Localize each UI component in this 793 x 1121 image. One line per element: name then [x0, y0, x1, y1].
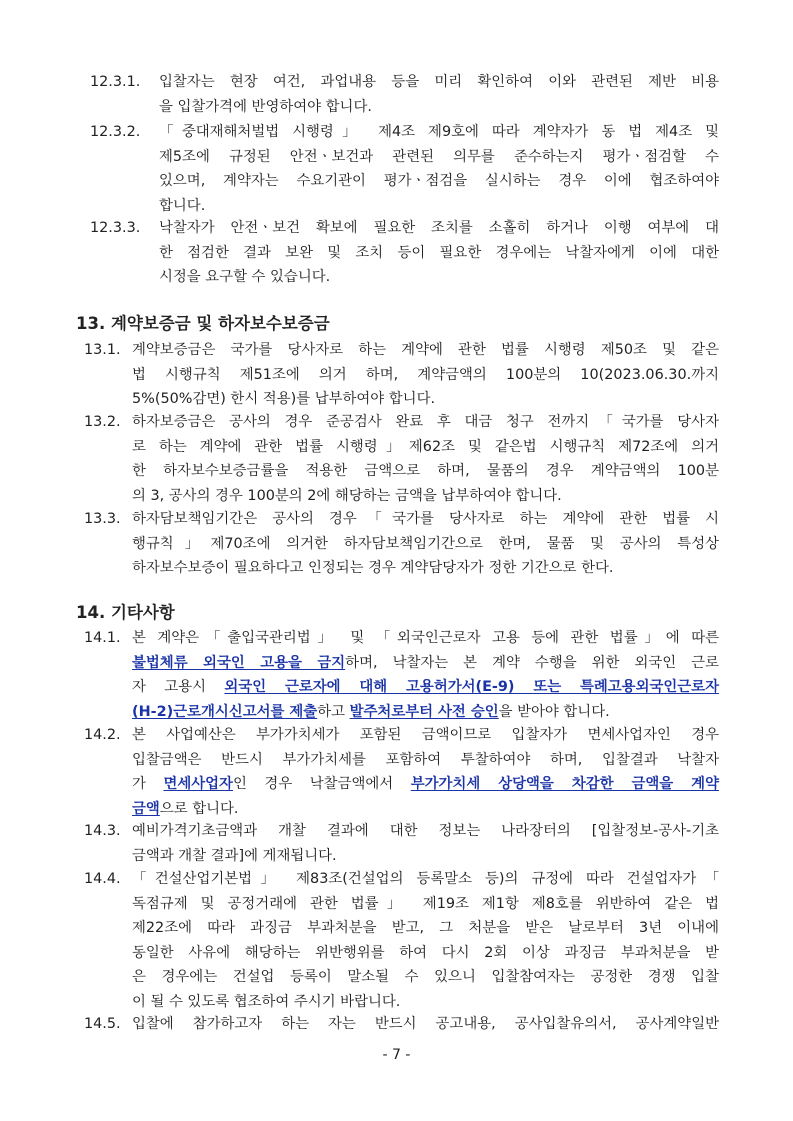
paragraph	[159, 216, 719, 290]
item-number: 14.4.	[84, 871, 121, 887]
emphasis-text: (H-2)근로개시신고서를 제출	[132, 703, 318, 720]
item-number: 13.2.	[84, 414, 121, 430]
text-line: 이 될 수 있도록 협조하여 주시기 바랍니다.	[132, 993, 401, 1010]
text-line: 행규칙」제70조에 의거한 하자담보책임기간으로 한며, 물품 및 공사의 특성상	[132, 535, 719, 552]
text-line: 금액으로 합니다.	[132, 800, 239, 817]
text-line: (H-2)근로개시신고서를 제출하고 발주처로부터 사전 승인을 받아야 합니다.	[132, 703, 610, 720]
text-line: 있으며, 계약자는 수요기관이 평가ㆍ점검을 실시하는 경우 이에 협조하여야	[159, 173, 719, 190]
emphasis-text: 면세사업자	[163, 776, 233, 793]
item-number: 12.3.3.	[90, 220, 141, 236]
section-heading: 14. 기타사항	[76, 603, 175, 622]
text-line: 제5조에 규정된 안전ㆍ보건과 관련된 의무를 준수하는지 평가ㆍ점검할 수	[159, 148, 719, 165]
text-line: 로 하는 계약에 관한 법률 시행령」제62조 및 같은법 시행규칙 제72조에 의거	[132, 438, 719, 455]
text-line: 예비가격기초금액과 개찰 결과에 대한 정보는 나라장터의 [입찰정보-공사-기초	[132, 823, 719, 839]
text-line: 가 면세사업자인 경우 낙찰금액에서 부가가치세 상당액을 차감한 금액을 계약	[132, 776, 719, 793]
item-number: 13.1.	[84, 342, 121, 358]
text-line: 한 하자보수보증금률을 적용한 금액으로 하며, 물품의 경우 계약금액의 100분	[132, 463, 719, 480]
text-line: 5%(50%감면) 한시 적용)를 납부하여야 합니다.	[132, 391, 436, 408]
paragraph	[159, 70, 719, 119]
text-line: 의 3, 공사의 경우 100분의 2에 해당하는 금액을 납부하여야 합니다.	[132, 487, 562, 504]
text-line: 제22조에 따라 과징금 부과처분을 받고, 그 처분을 받은 날로부터 3년 이내에	[132, 920, 719, 937]
emphasis-text: 발주처로부터 사전 승인	[349, 703, 499, 720]
text-line: 「건설산업기본법」 제83조(건설업의 등록말소 등)의 규정에 따라 건설업자가「	[132, 871, 719, 887]
text-line: 시정을 요구할 수 있습니다.	[159, 269, 331, 286]
text-line: 을 입찰가격에 반영하여야 합니다.	[159, 98, 372, 115]
text-line: 자 고용시 외국인 근로자에 대해 고용허가서(E-9) 또는 특례고용외국인근로자	[132, 679, 719, 696]
emphasis-text: 외국인 근로자에 대해 고용허가서(E-9) 또는 특례고용외국인근로자	[224, 679, 719, 696]
text-line: 본 사업예산은 부가가치세가 포함된 금액이므로 입찰자가 면세사업자인 경우	[132, 727, 719, 743]
paragraph	[132, 867, 719, 1015]
text-line: 「중대재해처벌법 시행령」 제4조 제9호에 따라 계약자가 동 법 제4조 및	[159, 124, 719, 140]
text-line: 은 경우에는 건설업 등록이 말소될 수 있으니 입찰참여자는 공정한 경쟁 입찰	[132, 969, 719, 986]
text-line: 한 점검한 결과 보완 및 조치 등이 필요한 경우에는 낙찰자에게 이에 대한	[159, 244, 719, 261]
item-number: 14.2.	[84, 727, 121, 743]
text-line: 계약보증금은 국가를 당사자로 하는 계약에 관한 법률 시행령 제50조 및 같은	[132, 342, 719, 358]
item-number: 14.5.	[84, 1016, 121, 1032]
paragraph	[132, 410, 719, 508]
page-number: - 7 -	[382, 1047, 411, 1063]
text-line: 본 계약은「출입국관리법」 및 「외국인근로자 고용 등에 관한 법률」에 따른	[132, 630, 719, 646]
text-line: 금액과 개찰 결과]에 게재됩니다.	[132, 847, 337, 864]
item-number: 14.1.	[84, 630, 121, 646]
item-number: 14.3.	[84, 823, 121, 839]
text-line: 독점규제 및 공정거래에 관한 법률」 제19조 제1항 제8호를 위반하여 같은 법	[132, 895, 719, 912]
paragraph	[132, 1012, 719, 1037]
text-line: 하자담보책임기간은 공사의 경우「국가를 당사자로 하는 계약에 관한 법률 시	[132, 511, 719, 527]
paragraph	[132, 338, 719, 412]
section-heading: 13. 계약보증금 및 하자보수보증금	[76, 314, 330, 333]
text-line: 입찰자는 현장 여건, 과업내용 등을 미리 확인하여 이와 관련된 제반 비용	[159, 74, 719, 90]
paragraph	[132, 819, 719, 868]
paragraph	[159, 120, 719, 218]
text-line: 입찰금액은 반드시 부가가치세를 포함하여 투찰하여야 하며, 입찰결과 낙찰자	[132, 751, 719, 768]
text-line: 하자보증금은 공사의 경우 준공검사 완료 후 대금 청구 전까지「국가를 당사자	[132, 414, 719, 430]
text-line: 동일한 사유에 해당하는 위반행위를 하여 다시 2회 이상 과징금 부과처분을 받	[132, 944, 720, 961]
item-number: 13.3.	[84, 511, 121, 527]
text-line: 낙찰자가 안전ㆍ보건 확보에 필요한 조치를 소홀히 하거나 이행 여부에 대	[159, 220, 719, 236]
text-line: 불법체류 외국인 고용을 금지하며, 낙찰자는 본 계약 수행을 위한 외국인 근로	[132, 654, 719, 671]
item-number: 12.3.1.	[90, 74, 141, 90]
text-line: 입찰에 참가하고자 하는 자는 반드시 공고내용, 공사입찰유의서, 공사계약일반	[132, 1016, 719, 1032]
text-line: 하자보수보증이 필요하다고 인정되는 경우 계약담당자가 정한 기간으로 한다.	[132, 560, 614, 577]
paragraph	[132, 507, 719, 581]
emphasis-text: 부가가치세 상당액을 차감한 금액을 계약	[410, 776, 719, 793]
emphasis-text: 불법체류 외국인 고용을 금지	[132, 654, 346, 671]
text-line: 합니다.	[159, 197, 206, 214]
paragraph	[132, 626, 719, 724]
item-number: 12.3.2.	[90, 124, 141, 140]
paragraph	[132, 723, 719, 821]
text-line: 법 시행규칙 제51조에 의거 하며, 계약금액의 100분의 10(2023.06.30.까지	[132, 366, 719, 383]
emphasis-text: 금액	[132, 800, 160, 817]
